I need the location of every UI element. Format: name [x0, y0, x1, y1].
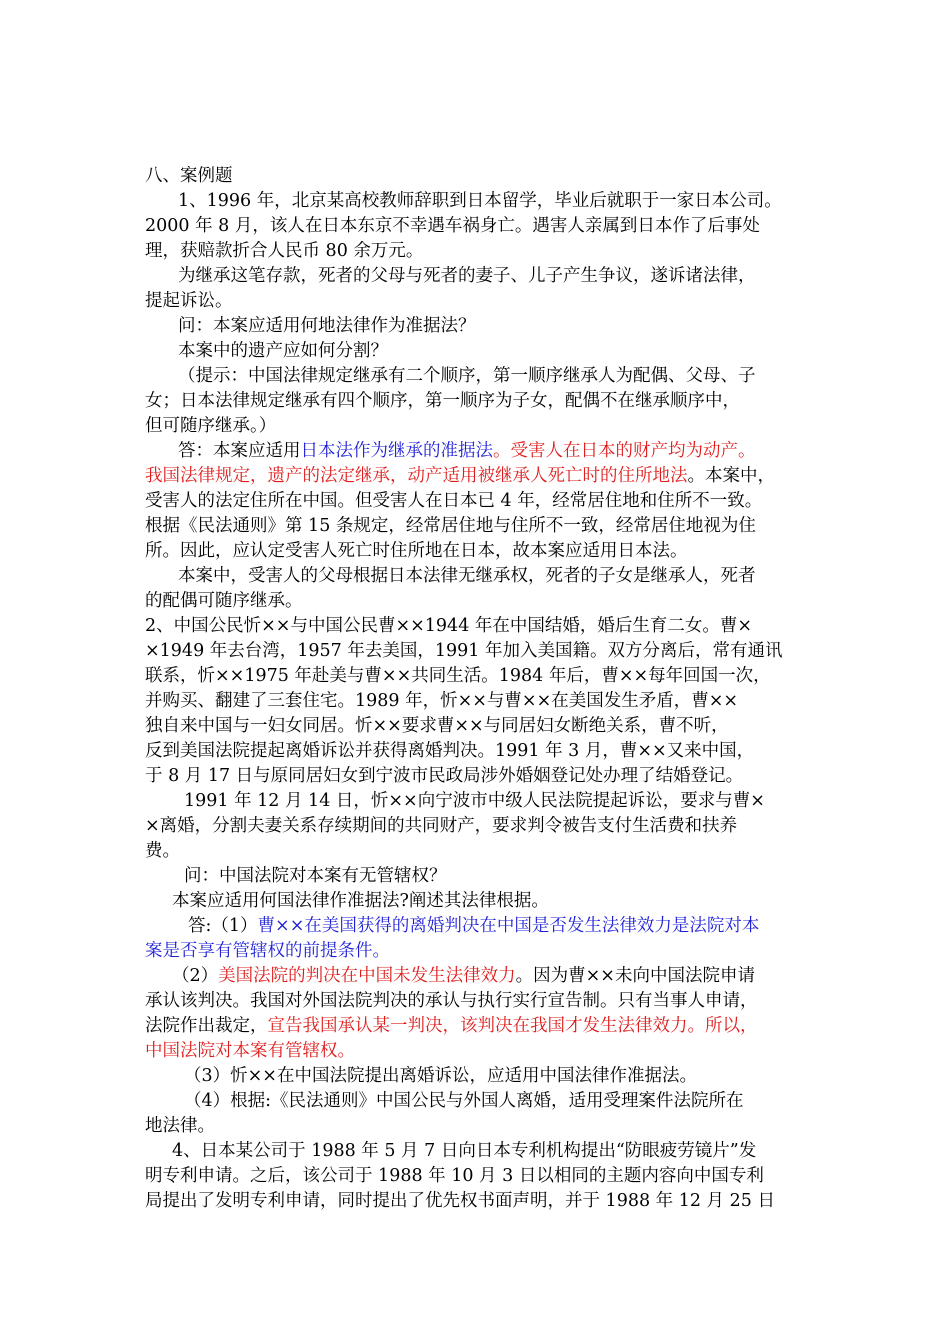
answer-highlight-red: 我国法律规定，遗产的法定继承，动产适用被继承人死亡时的住所地法 [145, 466, 688, 486]
case1-text-line: 1、1996 年，北京某高校教师辞职到日本留学，毕业后就职于一家日本公司。 [178, 191, 782, 211]
answer-highlight-red: 宣告我国承认某一判决，该判决在我国才发生法律效力。所以， [267, 1016, 758, 1036]
case1-answer-line: 本案中，受害人的父母根据日本法律无继承权，死者的子女是继承人，死者 [178, 566, 756, 586]
answer-text: 。本案中， [687, 466, 775, 486]
case2-text-line: 1991 年 12 月 14 日，忻××向宁波市中级人民法院提起诉讼，要求与曹× [184, 791, 765, 811]
case2-text-line: 费。 [145, 841, 180, 861]
case2-question: 本案应适用何国法律作准据法?阐述其法律根据。 [172, 891, 549, 911]
case1-answer-line: 所。因此，应认定受害人死亡时住所地在日本，故本案应适用日本法。 [145, 541, 688, 561]
case2-text-line: 并购买、翻建了三套住宅。1989 年，忻××与曹××在美国发生矛盾，曹×× [145, 691, 739, 711]
case1-answer-line: 根据《民法通则》第 15 条规定，经常居住地与住所不一致，经常居住地视为住 [145, 516, 756, 536]
answer-highlight-red: 。受害人在日本的财产均为动产。 [493, 441, 756, 461]
case1-text-line: 理，获赔款折合人民币 80 余万元。 [145, 241, 424, 261]
case2-text-line: ×离婚，分割夫妻关系存续期间的共同财产，要求判令被告支付生活费和扶养 [145, 816, 738, 836]
case2-text-line: 联系，忻××1975 年赴美与曹××共同生活。1984 年后，曹××每年回国一次， [145, 666, 771, 686]
case2-answer-line: 中国法院对本案有管辖权。 [145, 1041, 355, 1061]
case2-answer-line: （4）根据:《民法通则》中国公民与外国人离婚，适用受理案件法院所在 [184, 1091, 744, 1111]
answer-text: 。因为曹××未向中国法院申请 [515, 966, 755, 986]
case2-answer-line: （3）忻××在中国法院提出离婚诉讼，应适用中国法律作准据法。 [184, 1066, 697, 1086]
answer-text: 答:（1） [188, 916, 258, 936]
case4-text-line: 局提出了发明专利申请，同时提出了优先权书面声明，并于 1988 年 12 月 25 日 [145, 1191, 775, 1211]
case2-answer-line [145, 1014, 758, 1038]
case2-answer-line: 承认该判决。我国对外国法院判决的承认与执行实行宣告制。只有当事人申请， [145, 991, 758, 1011]
case1-question: 本案中的遗产应如何分割？ [178, 341, 388, 361]
case1-answer-line: 受害人的法定住所在中国。但受害人在日本已 4 年，经常居住地和住所不一致。 [145, 491, 763, 511]
answer-text: 答：本案应适用 [178, 441, 301, 461]
answer-highlight-blue: 曹××在美国获得的离婚判决在中国是否发生法律效力是法院对本 [257, 916, 760, 936]
case2-answer-line [188, 914, 759, 938]
answer-highlight-blue: 日本法作为继承的准据法 [300, 441, 493, 461]
case2-question: 问：中国法院对本案有无管辖权？ [184, 866, 447, 886]
case2-answer-line: 地法律。 [145, 1116, 215, 1136]
case1-text-line: 为继承这笔存款，死者的父母与死者的妻子、儿子产生争议，遂诉诸法律， [178, 266, 756, 286]
answer-text: （2） [172, 966, 219, 986]
case1-answer-line: 的配偶可随序继承。 [145, 591, 303, 611]
case2-answer-line [172, 964, 755, 988]
section-heading: 八、案例题 [145, 166, 233, 186]
case2-text-line: ×1949 年去台湾，1957 年去美国，1991 年加入美国籍。双方分离后，常有通讯 [145, 641, 783, 661]
case2-text-line: 于 8 月 17 日与原同居妇女到宁波市民政局涉外婚姻登记处办理了结婚登记。 [145, 766, 744, 786]
case2-text-line: 独自来中国与一妇女同居。忻××要求曹××与同居妇女断绝关系，曹不听， [145, 716, 729, 736]
case2-answer-line: 案是否享有管辖权的前提条件。 [145, 941, 390, 961]
case1-text-line: 提起诉讼。 [145, 291, 233, 311]
answer-text: 法院作出裁定， [145, 1016, 268, 1036]
case4-text-line: 明专利申请。之后，该公司于 1988 年 10 月 3 日以相同的主题内容向中国专利 [145, 1166, 764, 1186]
case2-text-line: 2、中国公民忻××与中国公民曹××1944 年在中国结婚，婚后生育二女。曹× [145, 616, 753, 636]
case1-question: 问：本案应适用何地法律作为准据法？ [178, 316, 476, 336]
answer-highlight-red: 美国法院的判决在中国未发生法律效力 [218, 966, 516, 986]
case1-answer-line [178, 439, 756, 463]
case1-hint-line: （提示：中国法律规定继承有二个顺序，第一顺序继承人为配偶、父母、子 [178, 366, 756, 386]
case2-text-line: 反到美国法院提起离婚诉讼并获得离婚判决。1991 年 3 月，曹××又来中国， [145, 741, 755, 761]
case1-answer-line [145, 464, 775, 488]
case1-hint-line: 女；日本法律规定继承有四个顺序，第一顺序为子女，配偶不在继承顺序中， [145, 391, 740, 411]
case4-text-line: 4、日本某公司于 1988 年 5 月 7 日向日本专利机构提出“防眼疲劳镜片”发 [172, 1141, 757, 1161]
case1-text-line: 2000 年 8 月，该人在日本东京不幸遇车祸身亡。遇害人亲属到日本作了后事处 [145, 216, 760, 236]
case1-hint-line: 但可随序继承。） [145, 416, 277, 436]
